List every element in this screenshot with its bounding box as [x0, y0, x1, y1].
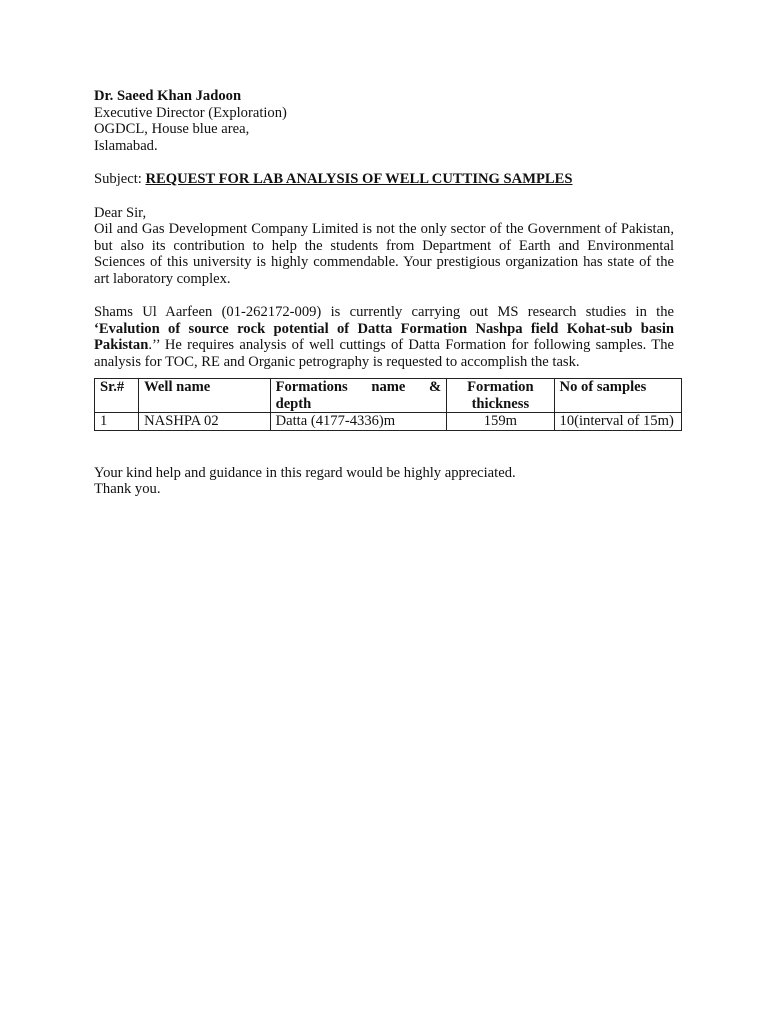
cell-sr: 1: [95, 413, 139, 431]
cell-num-samples: 10(interval of 15m): [554, 413, 681, 431]
cell-formation: Datta (4177-4336)m: [270, 413, 447, 431]
header-formation-line2: depth: [275, 395, 312, 412]
header-formation-word2: name: [371, 379, 406, 395]
cell-thickness: 159m: [447, 413, 554, 431]
thesis-title: Evalution of source rock potential of Datta Formation Nashpa field Kohat-sub basin Pakistan: [94, 320, 674, 353]
header-thickness: Formation thickness: [447, 379, 554, 413]
paragraph-intro: Oil and Gas Development Company Limited is not the only sector of the Government of Pakistan, but also its contribution to help the students from Department of Earth and Environmental Sciences of this university is highly commendable. Your prestigious organization has state of the art laboratory complex.: [94, 221, 674, 287]
recipient-address: OGDCL, House blue area,: [94, 121, 250, 137]
open-quote: ‘: [94, 320, 99, 337]
salutation: Dear Sir,: [94, 204, 147, 221]
recipient-city: Islamabad.: [94, 137, 158, 154]
cell-well-name: NASHPA 02: [139, 413, 270, 431]
closing-line: Your kind help and guidance in this regard would be highly appreciated.: [94, 464, 516, 481]
paragraph-request: [94, 304, 674, 370]
header-formation-word1: Formations: [275, 379, 348, 395]
header-well-name: Well name: [139, 379, 270, 413]
closing-block: [94, 465, 674, 498]
samples-table: [94, 378, 682, 431]
table-header-row: [95, 379, 682, 413]
header-sr: Sr.#: [95, 379, 139, 413]
thank-you: Thank you.: [94, 481, 161, 497]
subject-text: REQUEST FOR LAB ANALYSIS OF WELL CUTTING SAMPLES: [145, 171, 573, 187]
paragraph-request-rest: He requires analysis of well cuttings of Datta Formation for following samples. The analysis for TOC, RE and Organic petrography is requested to accomplish the task.: [94, 337, 674, 370]
header-num-samples: No of samples: [554, 379, 681, 413]
header-formation-line1: [276, 379, 442, 396]
header-formation: [270, 379, 447, 413]
recipient-title: Executive Director (Exploration): [94, 104, 287, 121]
header-formation-word3: &: [428, 379, 442, 395]
recipient-name: Dr. Saeed Khan Jadoon: [94, 88, 242, 104]
close-quote: .’’: [148, 337, 160, 353]
letter-page: [94, 88, 674, 498]
paragraph-request-intro: Shams Ul Aarfeen (01-262172-009) is currently carrying out MS research studies in the: [94, 304, 674, 320]
subject-line: [94, 171, 674, 188]
subject-label: Subject:: [94, 171, 146, 187]
recipient-block: [94, 88, 674, 154]
table-row: [95, 413, 682, 431]
